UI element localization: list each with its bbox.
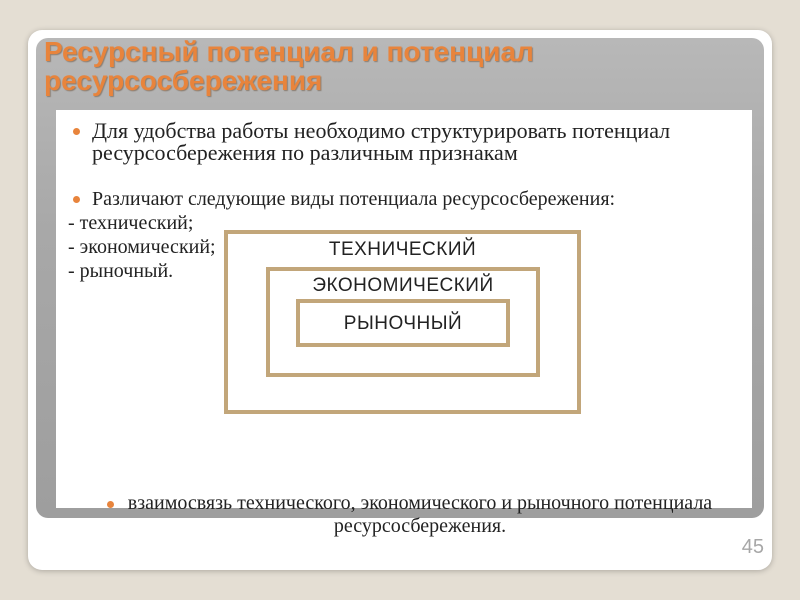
diagram-label-market: РЫНОЧНЫЙ xyxy=(343,313,463,334)
list-item-economic: - экономический; xyxy=(68,236,216,258)
diagram-label-technical: ТЕХНИЧЕСКИЙ xyxy=(328,239,477,260)
list-item-market: - рыночный. xyxy=(68,260,174,282)
bullet-structure: Для удобства работы необходимо структурировать потенциал ресурсосбережения по различным признакам xyxy=(92,118,671,165)
bullet-dot-icon xyxy=(73,128,80,135)
slide-title: Ресурсный потенциал и потенциал ресурсосбережения xyxy=(44,36,534,96)
list-item-technical: - технический; xyxy=(68,212,194,234)
diagram-caption: взаимосвязь технического, экономического и рыночного потенциала ресурсосбережения. xyxy=(127,492,713,537)
bullet-kinds: Различают следующие виды потенциала ресурсосбережения: xyxy=(92,188,616,210)
bullet-dot-icon xyxy=(73,196,80,203)
diagram-label-economic: ЭКОНОМИЧЕСКИЙ xyxy=(312,275,494,296)
page-number: 45 xyxy=(741,536,764,558)
